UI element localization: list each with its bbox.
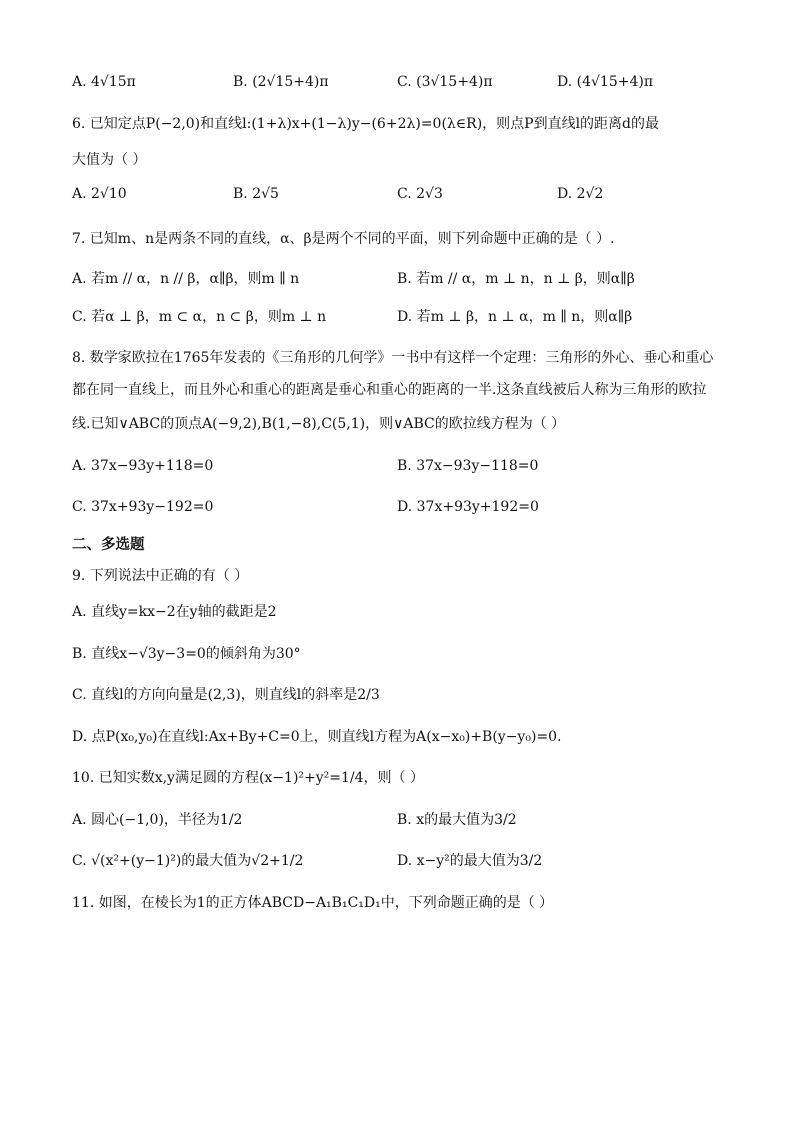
q8-option-b: B. 37x−93y−118=0 xyxy=(397,458,539,474)
q9-option-a: A. 直线y=kx−2在y轴的截距是2 xyxy=(72,604,277,620)
q9-stem: 9. 下列说法中正确的有（ ） xyxy=(72,568,249,584)
q6-option-b: B. 2√5 xyxy=(233,186,279,202)
q10-stem: 10. 已知实数x,y满足圆的方程(x−1)²+y²=1/4，则（ ） xyxy=(72,770,425,786)
q7-option-c: C. 若α ⊥ β，m ⊂ α，n ⊂ β，则m ⊥ n xyxy=(72,309,327,325)
q5-option-c: C. (3√15+4)π xyxy=(397,74,493,90)
q9-option-d: D. 点P(x₀,y₀)在直线l:Ax+By+C=0上，则直线l方程为A(x−x₀)+B(y−y₀)=0. xyxy=(72,729,562,745)
q7-option-b: B. 若m // α，m ⊥ n，n ⊥ β，则α∥β xyxy=(397,271,635,287)
q10-option-d: D. x−y²的最大值为3/2 xyxy=(397,853,543,869)
q11-stem: 11. 如图，在棱长为1的正方体ABCD−A₁B₁C₁D₁中，下列命题正确的是（ ） xyxy=(72,895,554,911)
q5-option-b: B. (2√15+4)π xyxy=(233,74,329,90)
q10-option-c: C. √(x²+(y−1)²)的最大值为√2+1/2 xyxy=(72,853,304,869)
section-title: 二、多选题 xyxy=(72,537,145,553)
q8-stem-line1: 8. 数学家欧拉在1765年发表的《三角形的几何学》一书中有这样一个定理：三角形的外心、垂心和重心 xyxy=(72,350,714,366)
q6-stem-line1: 6. 已知定点P(−2,0)和直线l:(1+λ)x+(1−λ)y−(6+2λ)=0(λ∈R)，则点P到直线l的距离d的最 xyxy=(72,116,660,132)
q10-option-b: B. x的最大值为3/2 xyxy=(397,812,517,828)
q7-option-d: D. 若m ⊥ β，n ⊥ α，m ∥ n，则α∥β xyxy=(397,309,633,325)
q5-option-a: A. 4√15π xyxy=(72,74,136,90)
q8-stem-line2: 都在同一直线上，而且外心和重心的距离是垂心和重心的距离的一半.这条直线被后人称为三角形的欧拉 xyxy=(72,382,707,398)
q9-option-c: C. 直线l的方向向量是(2,3)，则直线l的斜率是2/3 xyxy=(72,687,380,703)
q8-option-d: D. 37x+93y+192=0 xyxy=(397,499,539,515)
q6-option-a: A. 2√10 xyxy=(72,186,127,202)
q6-stem-line2: 大值为（ ） xyxy=(72,152,147,168)
q6-option-d: D. 2√2 xyxy=(557,186,604,202)
q8-stem-line3: 线.已知∨ABC的顶点A(−9,2),B(1,−8),C(5,1)，则∨ABC的欧拉线方程为（ ） xyxy=(72,416,566,432)
q8-option-c: C. 37x+93y−192=0 xyxy=(72,499,214,515)
q6-option-c: C. 2√3 xyxy=(397,186,443,202)
q8-option-a: A. 37x−93y+118=0 xyxy=(72,458,214,474)
q9-option-b: B. 直线x−√3y−3=0的倾斜角为30° xyxy=(72,646,301,662)
q5-option-d: D. (4√15+4)π xyxy=(557,74,654,90)
q10-option-a: A. 圆心(−1,0)，半径为1/2 xyxy=(72,812,243,828)
q7-option-a: A. 若m // α，n // β，α∥β，则m ∥ n xyxy=(72,271,300,287)
q7-stem: 7. 已知m、n是两条不同的直线，α、β是两个不同的平面，则下列命题中正确的是（ ）. xyxy=(72,231,615,247)
